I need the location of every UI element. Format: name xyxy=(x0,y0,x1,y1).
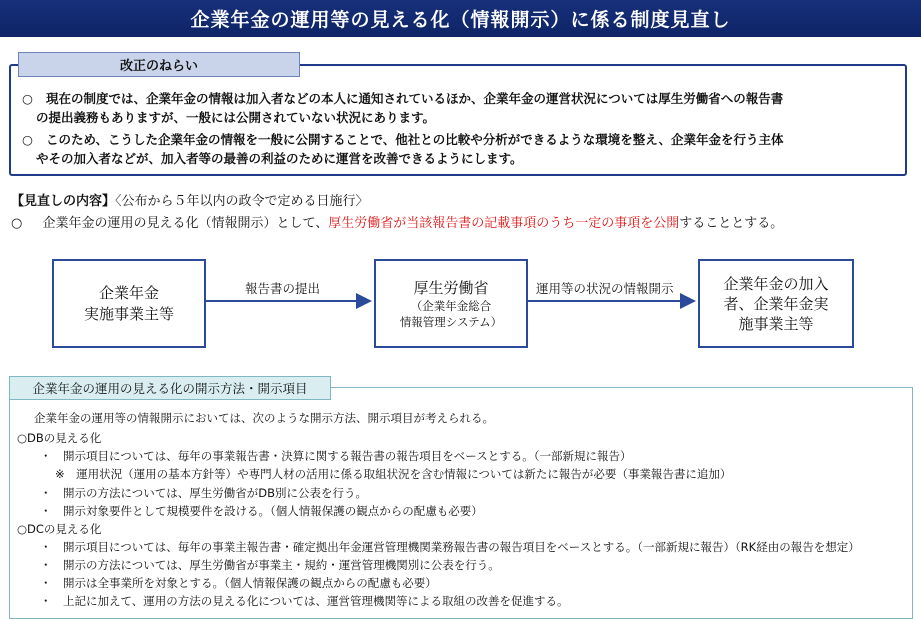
dc-item: ・ 開示は全事業所を対象とする。（個人情報保護の観点からの配慮も必要） xyxy=(40,576,437,590)
aim-p2-line1: このため、こうした企業年金の情報を一般に公開することで、他社との比較や分析ができるような環境を整え、企業年金を行う主体 xyxy=(46,132,784,147)
review-note: 〈公布から５年以内の政令で定める日施行〉 xyxy=(115,194,369,209)
flow-box-employer xyxy=(52,259,206,348)
review-text-after: することとする。 xyxy=(679,216,784,231)
review-text-before: 企業年金の運用の見える化（情報開示）として、 xyxy=(42,216,329,231)
flow-box2-sub2: 情報管理システム） xyxy=(399,314,503,329)
page-title: 企業年金の運用等の見える化（情報開示）に係る制度見直し xyxy=(190,9,731,31)
review-heading xyxy=(11,190,369,209)
aim-p2-line2: やその加入者などが、加入者等の最善の利益のために運営を改善できるようにします。 xyxy=(36,151,523,166)
title-bar xyxy=(0,0,921,37)
flow-box1-line1: 企業年金 xyxy=(98,283,159,302)
disclosure-intro: 企業年金の運用等の情報開示においては、次のような開示方法、開示項目が考えられる。 xyxy=(34,411,494,425)
aim-label: 改正のねらい xyxy=(18,52,300,77)
flow-box3-line3: 施事業主等 xyxy=(738,314,814,333)
flow-box2-main: 厚生労働省 xyxy=(413,278,489,297)
aim-paragraph-2 xyxy=(22,130,892,168)
aim-p1-line1: 現在の制度では、企業年金の情報は加入者などの本人に通知されているほか、企業年金の運営状況については厚生労働省への報告書 xyxy=(46,91,784,106)
disclosure-label: 企業年金の運用の見える化の開示方法・開示項目 xyxy=(9,376,331,400)
dc-item: ・ 開示の方法については、厚生労働省が事業主・規約・運営管理機関別に公表を行う。 xyxy=(40,558,500,572)
aim-bullet: ○ xyxy=(22,132,33,147)
flow-box2-sub1: （企業年金総合 xyxy=(410,298,492,313)
dc-heading: ○DCの見える化 xyxy=(17,522,102,536)
flow-box3-line2: 者、企業年金実 xyxy=(723,294,829,313)
flow-box-members xyxy=(698,259,854,348)
db-heading: ○DBの見える化 xyxy=(17,431,102,445)
dc-item: ・ 上記に加えて、運用の方法の見える化については、運営管理機関等による取組の改善を促進する。 xyxy=(40,594,569,608)
arrow2-label: 運用等の状況の情報開示 xyxy=(536,281,674,296)
flow-box1-line2: 実施事業主等 xyxy=(83,304,174,323)
db-item: ・ 開示対象要件として規模要件を設ける。（個人情報保護の観点からの配慮も必要） xyxy=(40,504,483,518)
db-item: ・ 開示項目については、毎年の事業報告書・決算に関する報告書の報告項目をベースとする。（一部新規に報告） xyxy=(40,449,632,463)
aim-p1-line2: の提出義務もありますが、一般には公開されていない状況にあります。 xyxy=(36,110,436,125)
review-bullet: ○ xyxy=(11,216,23,231)
dc-item: ・ 開示項目については、毎年の事業主報告書・確定拠出年金運営管理機関業務報告書の報告項目をベースとする。（一部新規に報告）（RK経由の報告を想定） xyxy=(40,540,860,554)
review-line xyxy=(11,212,783,231)
review-text-red: 厚生労働省が当該報告書の記載事項のうち一定の事項を公開 xyxy=(328,216,680,231)
aim-bullet: ○ xyxy=(22,91,33,106)
db-item-note: ※ 運用状況（運用の基本方針等）や専門人材の活用に係る取組状況を含む情報については新たに報告が必要（事業報告書に追加） xyxy=(55,467,732,481)
flow-box3-line1: 企業年金の加入 xyxy=(723,274,829,293)
aim-paragraph-1 xyxy=(22,89,892,127)
db-item: ・ 開示の方法については、厚生労働省がDB別に公表を行う。 xyxy=(40,486,368,500)
arrow1-label: 報告書の提出 xyxy=(245,281,321,296)
flow-box-mhlw xyxy=(374,259,528,348)
review-title: 【見直しの内容】 xyxy=(11,194,116,209)
